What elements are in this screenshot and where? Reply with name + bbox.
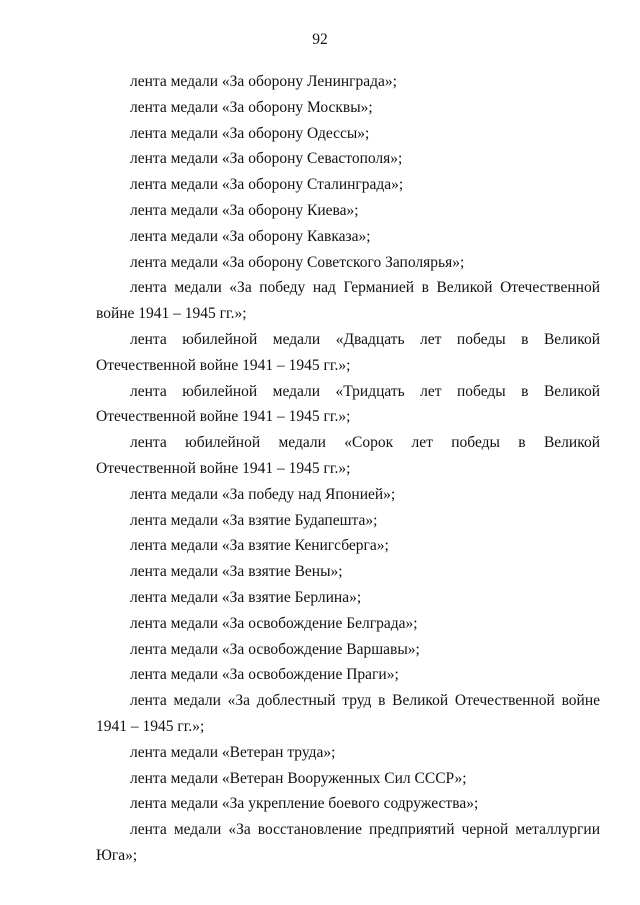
page-number: 92	[312, 31, 328, 48]
list-item: лента юбилейной медали «Двадцать лет победы в Великой Отечественной войне 1941 – 1945 гг.»;	[96, 330, 600, 374]
list-item: лента юбилейной медали «Сорок лет победы в Великой Отечественной войне 1941 – 1945 гг.»;	[96, 434, 600, 477]
list-item: лента медали «За победу над Германией в Великой Отечественной войне 1941 – 1945 гг.»;	[96, 279, 600, 323]
list-item: лента медали «За доблестный труд в Великой Отечественной войне 1941 – 1945 гг.»;	[96, 692, 600, 735]
list-item: лента медали «За оборону Кавказа»;	[130, 227, 371, 245]
list-item: лента медали «За оборону Москвы»;	[130, 98, 373, 116]
list-item: лента медали «За оборону Сталинграда»;	[130, 176, 404, 194]
list-item: лента медали «За оборону Одессы»;	[130, 124, 370, 142]
list-item: лента медали «За оборону Киева»;	[130, 201, 359, 219]
list-item: лента медали «За освобождение Праги»;	[130, 666, 399, 684]
list-item: лента медали «За взятие Будапешта»;	[130, 511, 378, 529]
list-item: лента медали «За взятие Кенигсберга»;	[130, 537, 389, 555]
list-item: лента юбилейной медали «Тридцать лет победы в Великой Отечественной войне 1941 – 1945 гг.»;	[96, 382, 600, 426]
list-item: лента медали «За взятие Вены»;	[130, 563, 343, 581]
list-item: лента медали «За оборону Советского Заполярья»;	[130, 253, 465, 271]
list-item: лента медали «Ветеран Вооруженных Сил СССР»;	[130, 769, 467, 787]
list-item: лента медали «Ветеран труда»;	[130, 743, 336, 761]
list-item: лента медали «За победу над Японией»;	[130, 485, 396, 503]
list-item: лента медали «За оборону Севастополя»;	[130, 150, 403, 168]
list-item: лента медали «За оборону Ленинграда»;	[130, 73, 397, 90]
list-item: лента медали «За освобождение Варшавы»;	[130, 640, 420, 658]
list-item: лента медали «За восстановление предприятий черной металлургии Юга»;	[96, 821, 600, 864]
list-item: лента медали «За взятие Берлина»;	[130, 588, 362, 606]
medal-ribbon-list	[96, 69, 600, 869]
list-item: лента медали «За укрепление боевого содружества»;	[130, 795, 479, 813]
list-item: лента медали «За освобождение Белграда»;	[130, 614, 418, 632]
